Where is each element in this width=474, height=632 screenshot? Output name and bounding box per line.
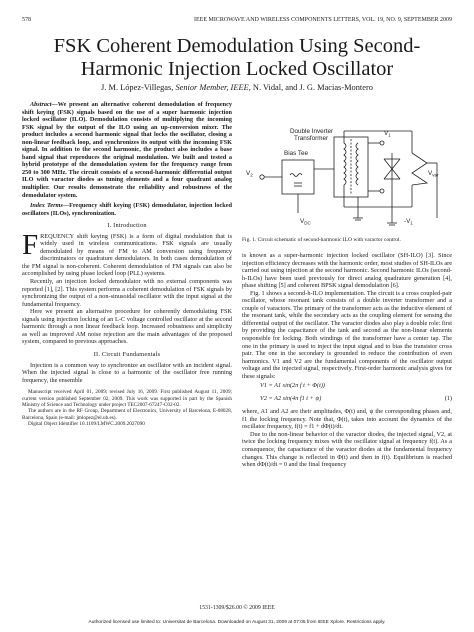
left-column <box>22 101 232 428</box>
v1-label: $V_1$ <box>384 130 391 138</box>
journal-name: IEEE MICROWAVE AND WIRELESS COMPONENTS LETTERS, VOL. 19, NO. 9, SEPTEMBER 2009 <box>193 17 452 23</box>
footnote-affiliation: The authors are in the RF Group, Department of Electronics, University of Barcelona, E-08028, Barcelona, Spain (e-mail: jmlopez@el.ub.es). <box>22 408 232 421</box>
title-line-2: Harmonic Injection Locked Oscillator <box>80 58 394 80</box>
right-paragraph-4: Due to the non-linear behavior of the varactor diodes, the injected signal, V2, at twice the locking frequency mixes with the oscillator signal at frequency f(t). As a consequence, the capacitance of the varactor diodes at the fundamental frequency changes. This change is reflected in Φ(t) and then in f(t). Equilibrium is reached when dΦ(t)/dt = 0 and the final frequency <box>242 430 452 469</box>
equation-1 <box>242 382 452 393</box>
author-1-role: Senior Member, IEEE <box>175 83 249 92</box>
circuit-paragraph-1: Injection is a common way to synchronize an oscillator with an incident signal. When the injected signal is close to a harmonic of the oscillator free running frequency, the ensemble <box>22 361 232 384</box>
abstract-label: Abstract— <box>30 101 58 108</box>
drop-cap: F <box>22 228 39 261</box>
minus-v1-label: $-V_1$ <box>404 218 413 226</box>
right-paragraph-3: where, A1 and A2 are their amplitudes, Φ(t) and, ψ the corresponding phases and, f1 the locking frequency. Note that, Φ(t), takes into account the dynamics of the oscillator frequency, f(t) = f1 + dΦ(t)/dt. <box>242 408 452 431</box>
figure-caption: Fig. 1. Circuit schematic of second-harmonic ILO with varactor control. <box>242 237 401 243</box>
intro-p1-text: REQUENCY shift keying (FSK) is a form of digital modulation that is widely used in wireless communications. FSK signals are usually demodulated by means of FM to AM conversion using frequency discriminators or quadrature demodulators. In both cases demodulation of the FM signal is non-coherent. Coherent demodulation of FM signals can also be accomplished by using phase locked loop (PLL) systems. <box>22 232 232 278</box>
transformer-label-2: Transformer <box>294 135 329 142</box>
section-introduction-heading: I. Introduction <box>107 222 147 230</box>
paper-title <box>20 35 454 81</box>
secondary-coil <box>356 143 358 185</box>
page-number: 578 <box>22 17 31 23</box>
right-paragraph-2: Fig. 1 shows a second-h-ILO implementation. The circuit is a cross coupled-pair oscillator, whose resonant tank consists of a double inverter transformer and a couple of varactors. The primary of the transformer acts as the inductive element of the resonant tank, while the secondary acts as the coupling element for sensing the differential output of the oscillator. The varactor diodes also play a double role: first by providing the capacitance of the tank and second as the non-linear elements responsible for locking. Both windings of the transformer have a center tap. The one in the primary is used to inject the input signal and to bias the transistor cross pair. The one in the secondary is grounded to reduce the contribution of even harmonics. V1 and V2 are the fundamental components of the oscillator output voltage and the injected signal, respectively. First-order harmonic analysis gives for these signals: <box>242 289 452 380</box>
bias-tee-label: Bias Tee <box>284 150 309 157</box>
other-authors: , N. Vidal, and J. G. Macias-Montero <box>248 83 373 92</box>
running-header <box>22 17 452 27</box>
index-terms <box>22 202 232 217</box>
index-terms-text: Frequency shift keying (FSK) demodulator, injection locked oscillators (ILOs), synchronization. <box>22 202 232 217</box>
equation-1-text: V1 = A1 sin(2π f t + Φ(t)) <box>260 382 325 390</box>
intro-paragraph-1 <box>22 228 232 278</box>
intro-paragraph-3: Here we present an alternative procedure for coherently demodulating FSK signals using injection locking of an L-C voltage controlled oscillator at the second harmonic through a non linear feedback loop. Increased robustness and simplicity as well as improved AM noise rejection are the main advantages of the proposed system, compared to previous approaches. <box>22 308 232 346</box>
intro-paragraph-2: Recently, an injection locked demodulator with no external components was reported [1], [2]. This system performs a coherent demodulation of FSK signals by synchronizing the output of a non-sinusoidal oscillator with the input signal at the fundamental frequency. <box>22 278 232 308</box>
vvar-label: $V_{var}$ <box>428 170 439 178</box>
footnote-doi: Digital Object Identifier 10.1109/LMWC.2009.2027090 <box>28 421 145 428</box>
right-column <box>242 252 452 469</box>
equation-number: (1) <box>444 395 452 403</box>
varactor-network <box>412 153 427 185</box>
abstract-text: We present an alternative coherent demodulation of frequency shift keying (FSK) signals based on the use of a super harmonic injection locked oscillator (ILO). Demodulation consists of multiplying the incoming FSK signal by the output of the ILO using an up-conversion mixer. The product includes a second harmonic signal that locks the oscillator, closing a non-linear feedback loop, and synchronizes its output with the incoming FSK signal. In addition to the second harmonic, the product also includes a base band signal that reproduces the original modulation. We built and tested a hybrid prototype of the demodulation system for the frequency range from 250 to 300 MHz. The circuit consists of a second-harmonic differential output ILO with varactor diodes as tuning elements and a four quadrant analog multiplier. Our results demonstrate the reliability and robustness of the demodulator system. <box>22 101 232 199</box>
transformer-label-1: Double Inverter <box>290 128 334 135</box>
title-line-1: FSK Coherent Demodulation Using Second- <box>53 35 421 57</box>
index-terms-label: Index Terms— <box>30 202 70 210</box>
right-paragraph-1: is known as a super-harmonic injection locked oscillator (SH-ILO) [3]. Since injection efficiency decreases with the harmonic order, most studies of SH-ILOs are carried out using injection at the second harmonic. Second harmonic ILOs (second-h-ILOs) have been used previously for direct analog quadrature generation [4], phase shifting [5] and coherent BPSK signal demodulation [6]. <box>242 252 452 290</box>
vdc-label: $V_{DC}$ <box>300 218 311 226</box>
primary-coil <box>344 143 346 185</box>
footnote-manuscript: Manuscript received April 01, 2009; revised July 16, 2009. First published August 11, 2009; current version published September 02, 2009. This work was supported in part by the Spanish Ministry of Science and Technology under project TEC2007-67247-C02-02. <box>22 389 232 408</box>
circuit-schematic-figure <box>242 123 452 238</box>
abstract <box>22 101 232 199</box>
section-circuit-heading: II. Circuit Fundamentals <box>93 350 161 358</box>
footnotes <box>22 389 232 427</box>
author-1: J. M. López-Villegas, <box>101 83 176 92</box>
license-footer: Authorized licensed use limited to: Universitat de Barcelona. Downloaded on August 31, 2009 at 07:05 from IEEE Xplore. Restrictions apply. <box>88 620 386 625</box>
equation-2-text: V2 = A2 sin(4π f1 t + ψ) <box>260 395 322 403</box>
equation-2 <box>242 395 452 406</box>
bias-tee-box <box>282 160 314 194</box>
author-line <box>20 83 454 92</box>
v2-label: $V_2$ <box>246 170 253 178</box>
copyright-line: 1531-1309/$26.00 © 2009 IEEE <box>199 605 275 611</box>
